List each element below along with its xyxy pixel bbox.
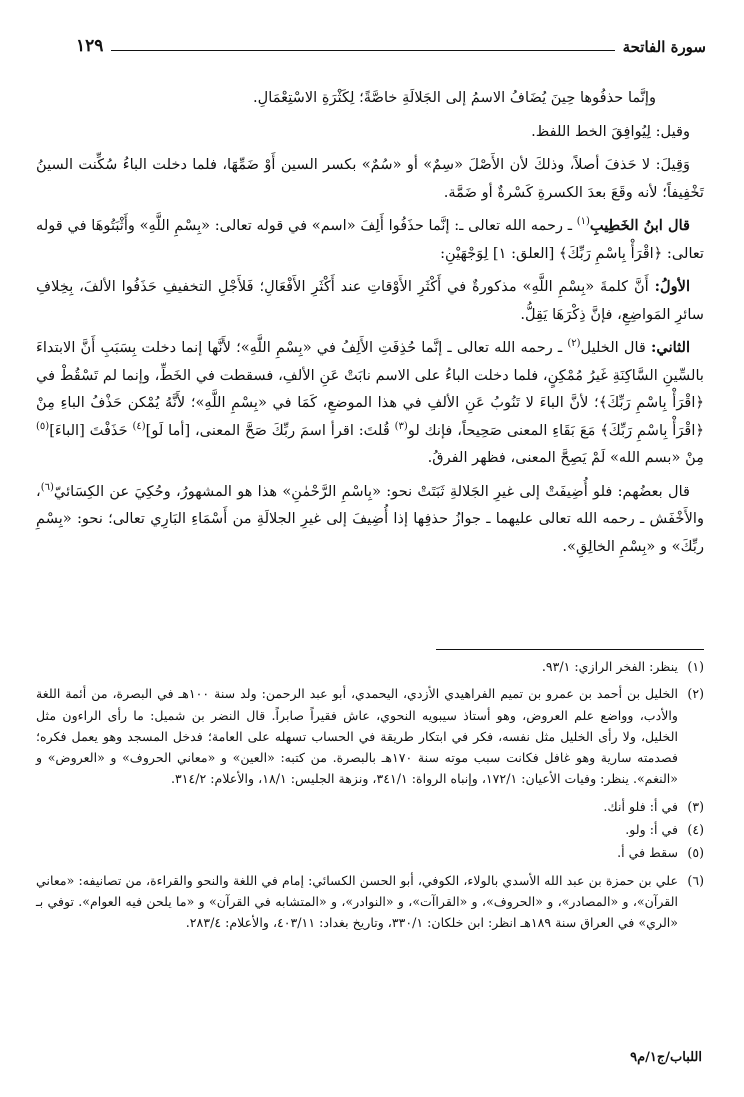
- footnote-number: (٥): [687, 845, 704, 861]
- speaker-ibn-al-khatib: قال ابنُ الخَطِيبِ: [589, 217, 691, 234]
- paragraph-6-text-d: حَذَفْتَ [الباءَ]: [49, 421, 133, 439]
- paragraph-5: [36, 273, 704, 328]
- footnote-1: [36, 656, 704, 677]
- paragraph-3: وَقِيلَ: لا حَذفَ أصلاً، وذلكَ لأن الأَصْلَ «سِمٌ» أو «سُمٌ» بكسر السين أَوْ ضَمِّهَا، فلما دخلت الباءُ سُكِّنت السينُ تَخْفِيفاً؛ لأنه وقَعَ بعدَ الكسرةِ كَسْرةٌ أو ضَمَّة.: [36, 156, 704, 201]
- footnote-5: [36, 842, 704, 863]
- footnote-number: (٣): [687, 798, 704, 814]
- paragraph-1: وإنَّما حذفُوها حِينَ يُضَافُ الاسمُ إلى الجَلالَةِ خاصَّةً؛ لِكَثْرَةِ الاسْتِعْمَالِ.: [253, 89, 656, 106]
- footnote-2: [36, 683, 704, 789]
- printer-signature: اللباب/ج١/م٩: [630, 1050, 702, 1065]
- paragraph-6-text-e: مِنْ «بسم الله» لَمْ يَصِحَّ المعنى، فظهر الفرقُ.: [427, 449, 704, 466]
- paragraph-7: [36, 478, 704, 561]
- main-text: [36, 84, 704, 566]
- footnote-number: (٦): [687, 872, 704, 888]
- footnote-number: (١): [687, 659, 704, 674]
- paragraph-6: [36, 334, 704, 472]
- footnote-number: (٤): [687, 822, 704, 838]
- paragraph-5-text: أَنَّ كلمةَ «بِسْمِ اللَّهِ» مذكورةٌ في أَكْثَرِ الأَوْقاتِ عند أَكْثَرِ الأَفْعَالِ؛ فَلأَجْلِ التخفيفِ حَذَفُوا الألفَ، بِخِلافِ سائرِ المَواضِعِ، فإنَّ ذِكْرَهَا يَقِلُّ.: [36, 278, 704, 323]
- footnote-ref-1[interactable]: (١): [576, 216, 590, 228]
- footnote-ref-2[interactable]: (٢): [567, 338, 581, 350]
- footnote-divider: [436, 649, 704, 650]
- paragraph-2: وقيل: لِيُوافِقَ الخط اللفظ.: [531, 122, 690, 140]
- running-header: [76, 30, 706, 56]
- page-number: ١٢٩: [76, 36, 104, 56]
- footnote-4: [36, 819, 704, 840]
- footnote-3: [36, 796, 704, 817]
- footnote-ref-6[interactable]: (٦): [40, 481, 54, 493]
- footnotes: [36, 656, 704, 936]
- paragraph-7-text-b: ، والأَخْفَش ـ رحمه الله تعالى عليهما ـ جوازُ حذفِها إذا أُضِيفَ إلى غيرِ الجلالَةِ من أَسْمَاءِ البَارِي تعالى؛ نحو: «بِسْمِ ربِّكَ» و «بِسْمِ الخالِقِ».: [36, 482, 704, 555]
- first-reason-label: الأولُ:: [654, 278, 690, 295]
- footnote-ref-5[interactable]: (٥): [36, 420, 50, 432]
- paragraph-4-text: ـ رحمه الله تعالى ـ: إنَّما حذَفُوا أَلِفَ «اسم» في قوله تعالى: «بِسْمِ اللَّهِ» وأَثْبَتُوهَا في قوله تعالى: ﴿اقْرَأْ بِاسْمِ رَبِّكَ﴾ [العلق: ١] لِوَجْهَيْنِ:: [36, 217, 704, 262]
- footnote-text: علي بن حمزة بن عبد الله الأسدي بالولاء، الكوفي، أبو الحسن الكسائي: إمام في اللغة والنحو والقراءة، من تصانيفه: «معاني القرآن»، و «المصادر»، و «الحروف»، و «القراآت»، و «النوادر»، و «المتشابه في القرآن» و «ما يلحن فيه العوام». توفي بـ «الري» في العراق سنة ١٨٩هـ انظر: ابن خلكان: ٣٣٠/١، وتاريخ بغداد: ٤٠٣/١١، والأعلام: ٢٨٣/٤.: [36, 872, 678, 931]
- paragraph-6-text-a: قال الخليل: [580, 339, 652, 356]
- paragraph-6-text-b: ـ رحمه الله تعالى ـ إنَّما حُذِفَتِ الأَلِفُ في «بِسْمِ اللَّهِ»؛ لأَنَّها إنما دخلت بِسَبَبِ أَنَّ الابتداءَ بالسِّينِ السَّاكِنَةِ غَيرُ مُمْكِنٍ، فلما دخلت الباءُ على الاسم نابَتْ عَنِ الألفِ، فسقطت في الخَطِّ، وإنما لم تَسْقُطْ في ﴿اقْرَأْ بِاسْمِ رَبِّكَ﴾؛ لأنَّ الباءَ لا تَنُوبُ عَنِ الألفِ في هذا الموضعِ، كَمَا في «بِسْمِ اللَّهِ»؛ لأَنَّهُ يُمْكن حَذْفُ الباءِ مِنْ ﴿اقْرَأْ بِاسْمِ رَبِّكَ﴾ مَعَ بَقَاءِ المعنى صَحِيحاً، فإنك لو: [36, 339, 704, 439]
- footnote-text: في أ: فلو أنك.: [603, 798, 678, 814]
- paragraph-4: [36, 212, 704, 267]
- footnote-number: (٢): [687, 686, 704, 702]
- second-reason-label: الثاني:: [651, 339, 690, 356]
- paragraph-7-text-a: قال بعضُهم: فلو أُضِيفَتْ إلى غيرِ الجَلالةِ ثَبَتَتْ نحو: «بِاسْمِ الرَّحْمٰنِ» هذا هو المشهورُ، وحُكِيَ عن الكِسَائيّ: [53, 482, 690, 500]
- header-rule: [111, 50, 614, 51]
- paragraph-6-text-c: قُلتَ: اقرأ اسمَ ربِّكَ صَحَّ المعنى، [أما لَو]: [145, 421, 395, 439]
- footnote-text: الخليل بن أحمد بن عمرو بن تميم الفراهيدي الأزدي، اليحمدي، أبو عبد الرحمن: ولد سنة ١٠٠هـ في البصرة، من أئمة اللغة والأدب، وواضع علم العروض، وهو أستاذ سيبويه النحوي، عاش فقيراً صابراً. قال النضر بن شميل: ما رأى الراءون مثل الخليل، ولا رأى الخليل مثل نفسه، فكر في ابتكار طريقة في الحساب تسهله على العامة؛ فدخل المسجد وهو يعمل فكره؛ فصدمته سارية وهو غافل فكانت سبب موته سنة ١٧٠هـ بالبصرة. من كتبه: «العين» و «معاني الحروف» و «العروض» و «النغم». ينظر: وفيات الأعيان: ١٧٢/١، وإنباه الرواة: ٣٤١/١، ونزهة الجليس: ١٨/١، والأعلام: ٣١٤/٢.: [36, 686, 678, 787]
- footnote-6: [36, 870, 704, 934]
- footnote-ref-3[interactable]: (٣): [394, 420, 408, 432]
- footnote-text: سقط في أ.: [617, 845, 678, 861]
- footnote-text: ينظر: الفخر الرازي: ٩٣/١.: [541, 659, 678, 674]
- footnote-ref-4[interactable]: (٤): [132, 420, 146, 432]
- surah-title: سورة الفاتحة: [622, 38, 706, 56]
- footnote-text: في أ: ولو.: [625, 822, 678, 838]
